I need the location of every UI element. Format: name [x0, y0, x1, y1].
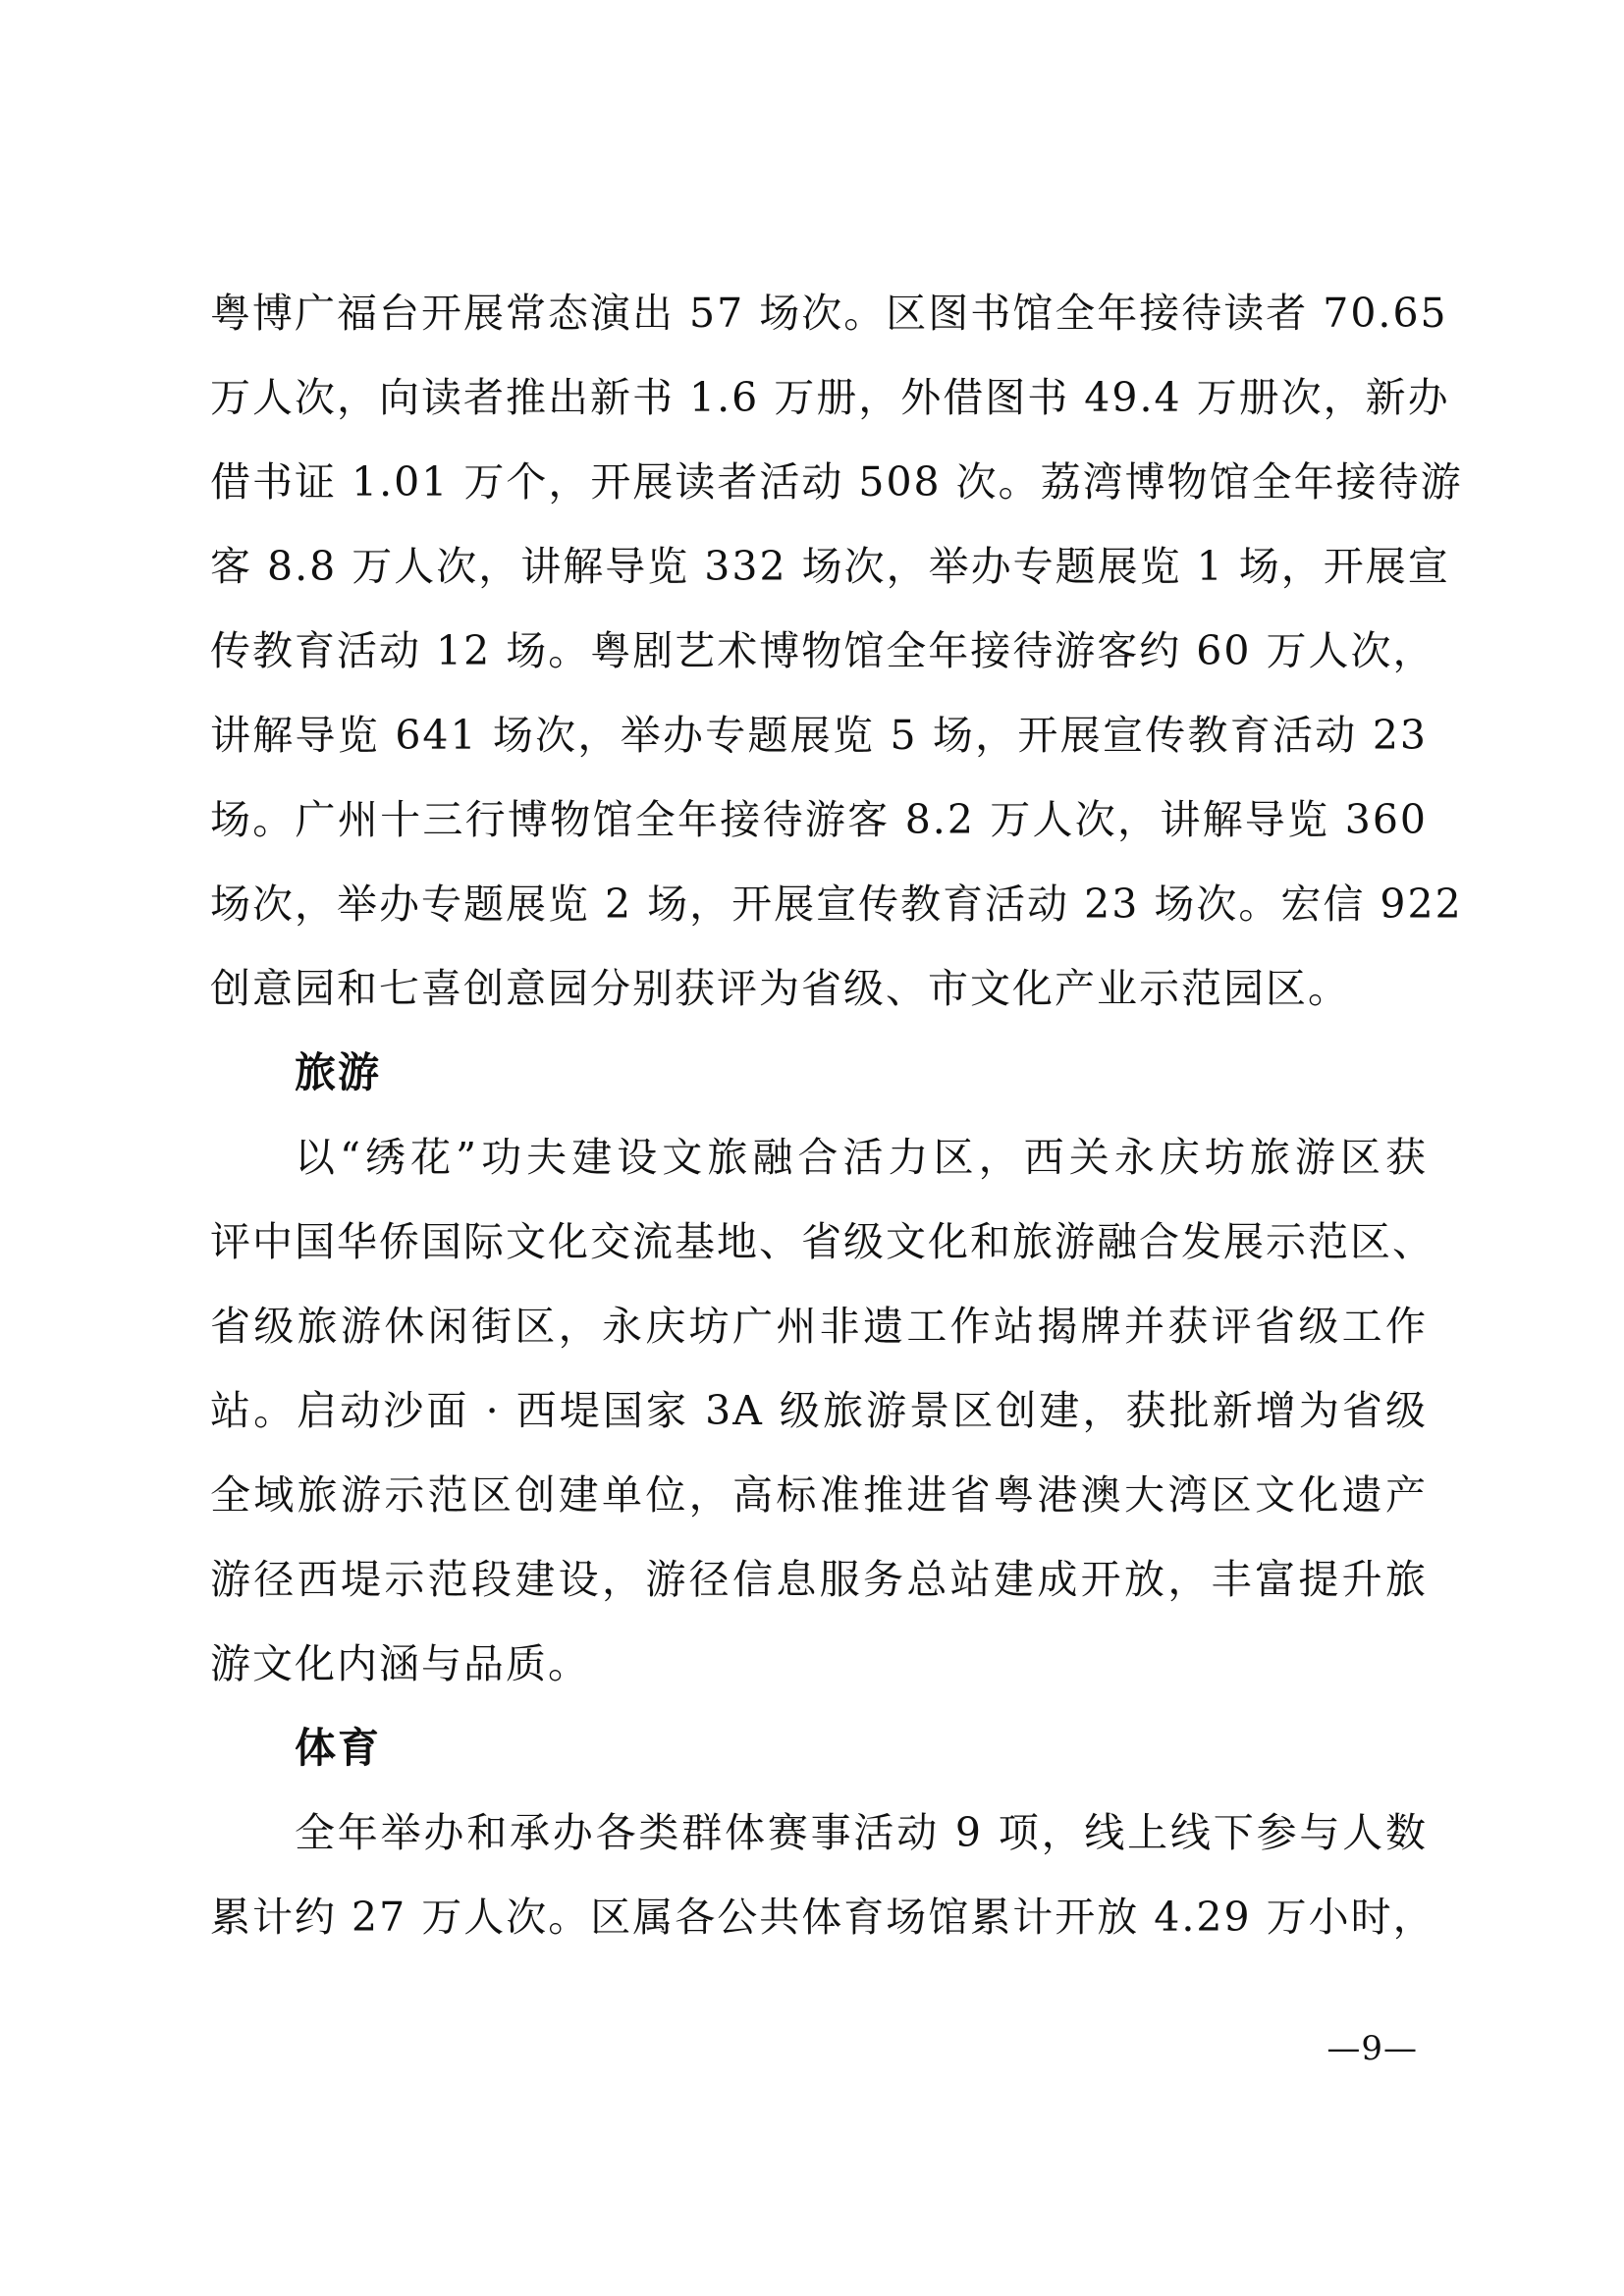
paragraph-line: 万人次，向读者推出新书 1.6 万册，外借图书 49.4 万册次，新办: [210, 374, 1450, 421]
paragraph-line: 粤博广福台开展常态演出 57 场次。区图书馆全年接待读者 70.65: [210, 290, 1448, 337]
paragraph-line: 游径西堤示范段建设，游径信息服务总站建成开放，丰富提升旅: [210, 1556, 1428, 1603]
paragraph-line: 客 8.8 万人次，讲解导览 332 场次，举办专题展览 1 场，开展宣: [210, 543, 1450, 590]
paragraph-line: 省级旅游休闲街区，永庆坊广州非遗工作站揭牌并获评省级工作: [210, 1303, 1428, 1350]
paragraph-line: 累计约 27 万人次。区属各公共体育场馆累计开放 4.29 万小时，: [210, 1894, 1435, 1941]
sports-paragraph: [210, 1790, 1435, 1959]
section-heading-tourism: 旅游: [295, 1048, 382, 1096]
paragraph-line: 借书证 1.01 万个，开展读者活动 508 次。荔湾博物馆全年接待游: [210, 458, 1463, 506]
paragraph-line: 以“绣花”功夫建设文旅融合活力区，西关永庆坊旅游区获: [295, 1134, 1428, 1181]
culture-paragraph: [210, 271, 1463, 1031]
page-number: —9—: [1326, 2029, 1418, 2068]
paragraph-line: 讲解导览 641 场次，举办专题展览 5 场，开展宣传教育活动 23: [210, 712, 1428, 759]
paragraph-line: 全年举办和承办各类群体赛事活动 9 项，线上线下参与人数: [295, 1809, 1428, 1856]
paragraph-line: 站。启动沙面 · 西堤国家 3A 级旅游景区创建，获批新增为省级: [210, 1387, 1428, 1434]
paragraph-line: 传教育活动 12 场。粤剧艺术博物馆全年接待游客约 60 万人次，: [210, 627, 1435, 674]
paragraph-line: 场。广州十三行博物馆全年接待游客 8.2 万人次，讲解导览 360: [210, 796, 1428, 843]
paragraph-line: 全域旅游示范区创建单位，高标准推进省粤港澳大湾区文化遗产: [210, 1471, 1428, 1519]
paragraph-line: 场次，举办专题展览 2 场，开展宣传教育活动 23 场次。宏信 922: [210, 881, 1463, 928]
paragraph-line: 评中国华侨国际文化交流基地、省级文化和旅游融合发展示范区、: [210, 1218, 1435, 1265]
tourism-paragraph: [210, 1115, 1435, 1706]
section-heading-sports: 体育: [295, 1724, 382, 1772]
paragraph-line: 游文化内涵与品质。: [210, 1640, 590, 1687]
paragraph-line: 创意园和七喜创意园分别获评为省级、市文化产业示范园区。: [210, 965, 1350, 1012]
